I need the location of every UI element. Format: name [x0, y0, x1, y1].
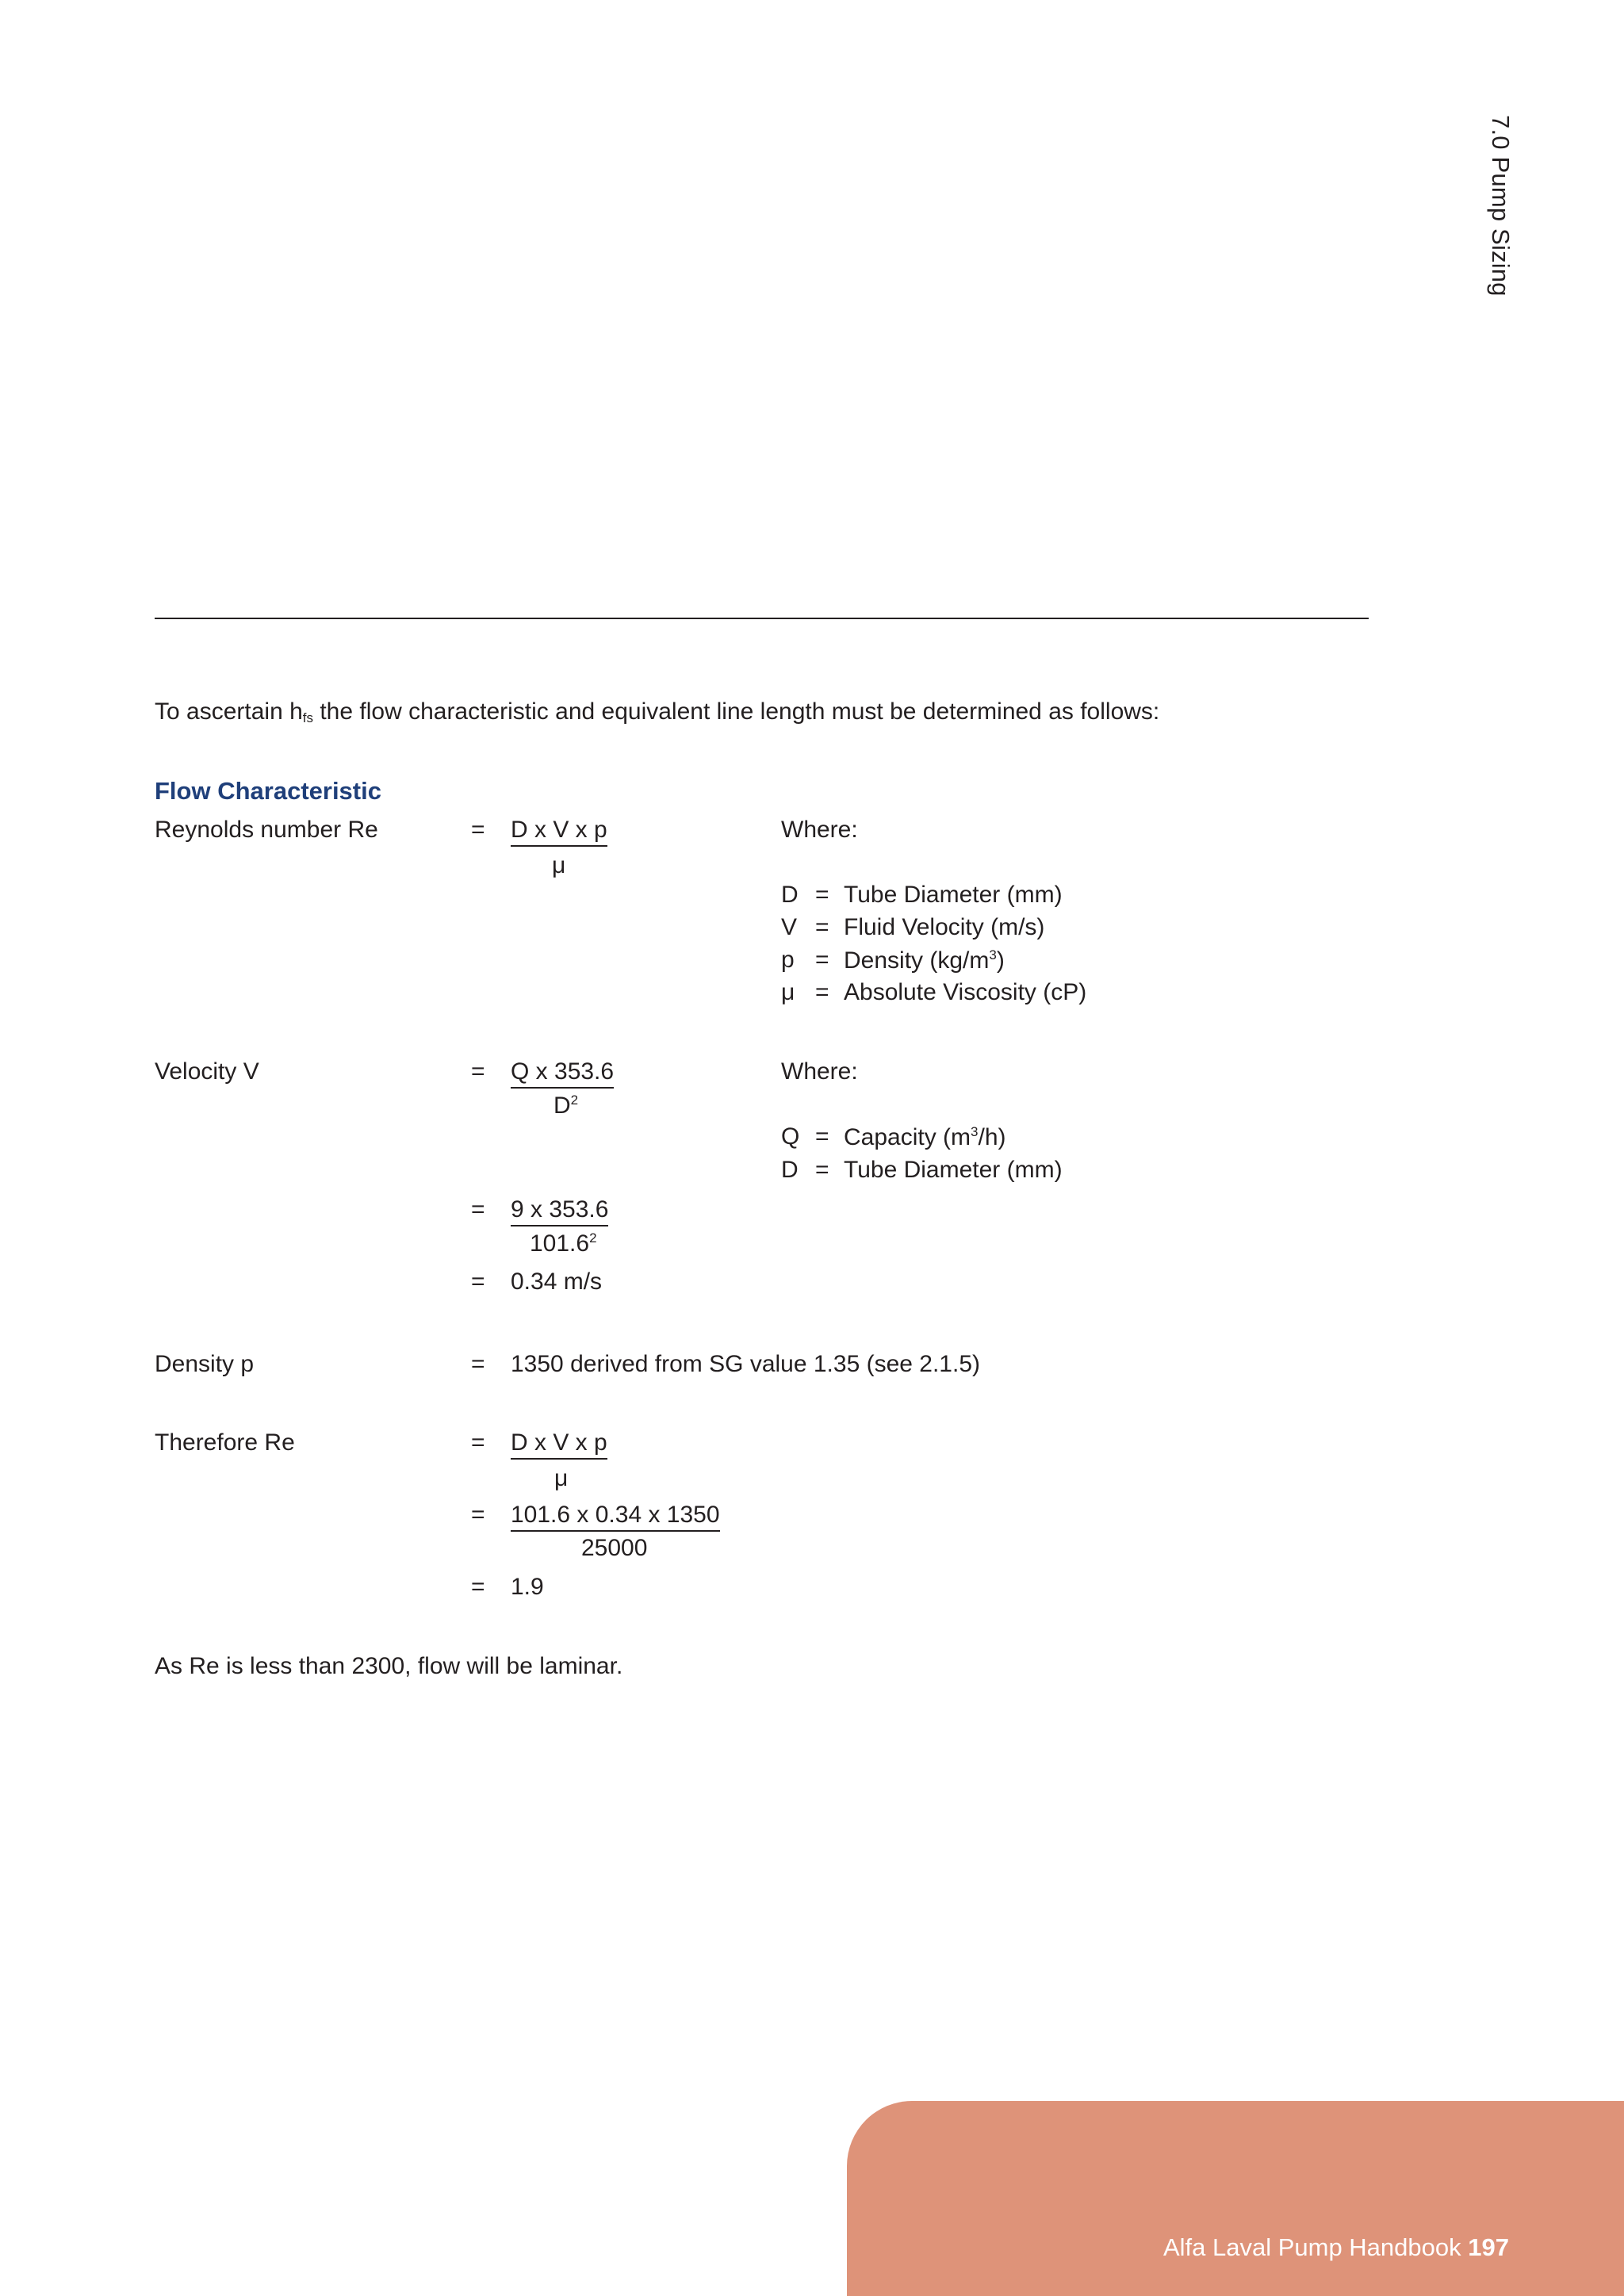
equals-sign: =: [471, 1429, 485, 1456]
reynolds-denominator: μ: [552, 852, 566, 878]
velocity-calc-denominator: 101.6$^2$: [530, 1230, 597, 1257]
page-number: 197: [1468, 2233, 1509, 2261]
therefore-numerator: D x V x p: [511, 1431, 607, 1455]
footer-label: [1163, 2235, 1509, 2260]
intro-text-start: To ascertain h: [155, 698, 303, 725]
equals-sign: =: [815, 1123, 829, 1150]
velocity-calc-numerator: 9 x 353.6: [511, 1198, 608, 1222]
horizontal-rule: [155, 618, 1369, 619]
intro-paragraph: [155, 700, 1159, 725]
def-text: Tube Diameter (mm): [844, 882, 1063, 908]
velocity-result: 0.34 m/s: [511, 1269, 603, 1295]
equals-sign: =: [471, 1196, 485, 1223]
equals-sign: =: [471, 1269, 485, 1295]
equals-sign: =: [471, 1502, 485, 1528]
chapter-side-tab: 7.0 Pump Sizing: [1487, 115, 1515, 297]
footer-bar: [847, 2101, 1624, 2296]
equals-sign: =: [815, 979, 829, 1005]
def-text: Fluid Velocity (m/s): [844, 914, 1045, 940]
equals-sign: =: [471, 1574, 485, 1600]
therefore-calc-denominator: 25000: [581, 1535, 648, 1561]
def-symbol: μ: [781, 979, 795, 1005]
therefore-label: Therefore Re: [155, 1429, 295, 1456]
equals-sign: =: [815, 914, 829, 940]
def-text: Tube Diameter (mm): [844, 1157, 1063, 1183]
reynolds-where: Where:: [781, 817, 858, 843]
def-symbol: V: [781, 914, 798, 940]
section-heading: Flow Characteristic: [155, 777, 381, 805]
def-symbol: p: [781, 947, 795, 973]
equals-sign: =: [815, 947, 829, 973]
footer-title: Alfa Laval Pump Handbook: [1162, 2233, 1461, 2261]
conclusion-paragraph: As Re is less than 2300, flow will be laminar.: [155, 1653, 623, 1679]
def-text: Absolute Viscosity (cP): [844, 979, 1087, 1005]
density-label: Density p: [155, 1351, 255, 1377]
velocity-numerator: Q x 353.6: [511, 1060, 614, 1084]
equals-sign: =: [471, 1351, 485, 1377]
reynolds-numerator: D x V x p: [511, 818, 607, 842]
def-symbol: D: [781, 1157, 799, 1183]
equals-sign: =: [815, 1157, 829, 1183]
density-value: 1350 derived from SG value 1.35 (see 2.1.5): [511, 1351, 981, 1377]
def-text: Capacity $(m^3/h)$: [844, 1124, 1006, 1150]
equals-sign: =: [471, 817, 485, 843]
velocity-where: Where:: [781, 1058, 858, 1085]
velocity-denominator: $D^2$: [553, 1093, 579, 1119]
therefore-denominator: μ: [554, 1465, 569, 1491]
def-symbol: D: [781, 882, 799, 908]
intro-subscript: fs: [302, 710, 314, 725]
therefore-result: 1.9: [511, 1574, 544, 1600]
equals-sign: =: [815, 882, 829, 908]
equals-sign: =: [471, 1058, 485, 1085]
intro-text-end: the flow characteristic and equivalent line length must be determined as follows:: [313, 698, 1160, 725]
def-symbol: Q: [781, 1123, 800, 1150]
therefore-calc-numerator: 101.6 x 0.34 x 1350: [511, 1503, 720, 1527]
def-text: Density $(kg/m^3)$: [844, 947, 1005, 974]
reynolds-label: Reynolds number Re: [155, 817, 378, 843]
velocity-label: Velocity V: [155, 1058, 259, 1085]
